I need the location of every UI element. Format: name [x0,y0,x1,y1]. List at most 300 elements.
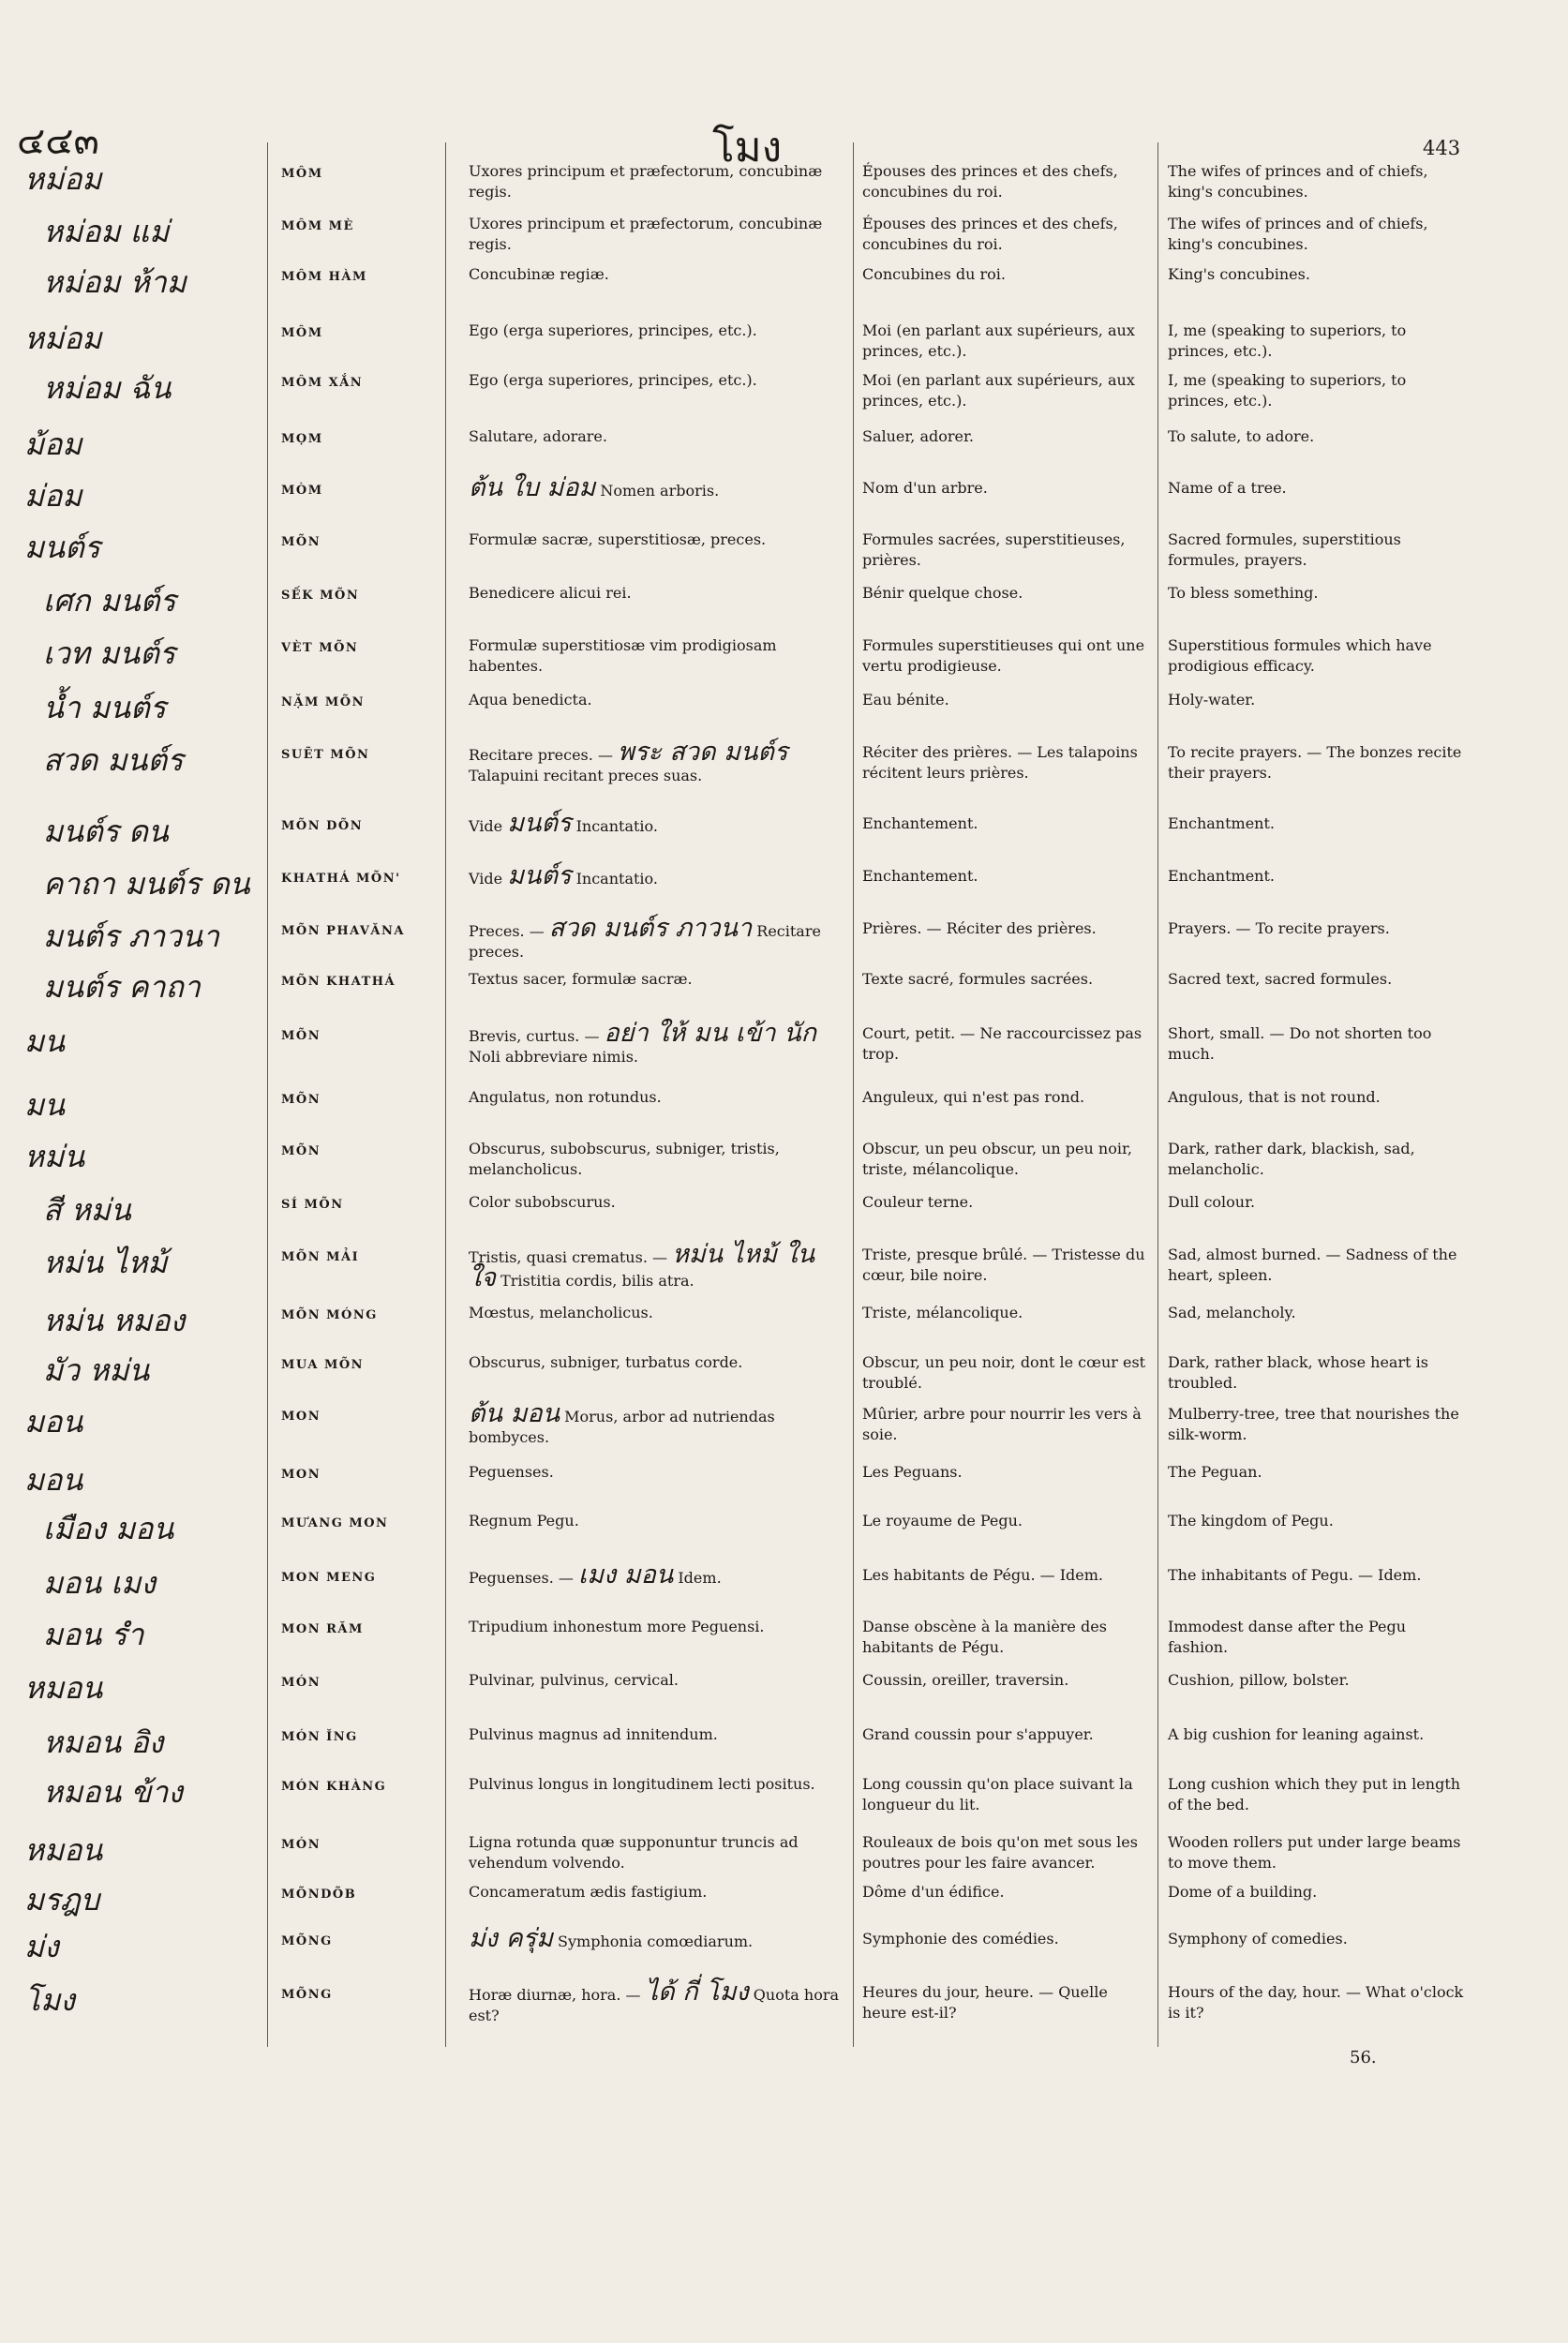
french-definition [862,1670,1151,1691]
thai-headword: เวท มนต์ร [43,635,176,671]
english-text: The Peguan. [1168,1463,1262,1481]
dictionary-entry [0,861,1568,922]
french-definition [862,918,1151,939]
latin-text: Preces. — [469,922,545,940]
english-text: Dull colour. [1168,1193,1256,1211]
french-text: Anguleux, qui n'est pas rond. [862,1088,1085,1106]
french-definition [862,583,1151,604]
romanization: MÕNG [281,1988,333,2002]
latin-text-after: Tristitia cordis, bilis atra. [500,1272,694,1290]
dictionary-entry [0,530,1568,586]
french-text: Long coussin qu'on place suivant la longueur du lit. [862,1775,1133,1813]
page-number: 443 [1423,137,1461,159]
french-definition [862,1139,1151,1180]
english-text: Hours of the day, hour. — What o'clock is it? [1168,1983,1464,2022]
latin-text: Angulatus, non rotundus. [469,1088,662,1106]
thai-headword: สวด มนต์ร [43,742,184,778]
dictionary-entry [0,914,1568,975]
latin-text-after: Recitare preces. [469,922,821,961]
romanization: MÕN PHAVĂNA [281,924,405,938]
thai-headword: หม่อม ฉัน [43,370,172,406]
latin-text: Regnum Pegu. [469,1512,579,1530]
romanization: MÓN ĬNG [281,1730,358,1744]
romanization: SẾK MÕN [281,589,360,603]
dictionary-entry [0,321,1568,377]
thai-headword: หม่อม ห้าม [43,264,187,300]
thai-headword: ม่ง [24,1929,59,1964]
romanization: MÕN DÕN [281,819,364,833]
english-definition [1168,1774,1468,1815]
romanization: NẶM MÕN [281,695,365,709]
french-text: Les Peguans. [862,1463,963,1481]
thai-example: มนต์ร [507,809,572,838]
french-definition [862,866,1151,887]
english-text: To bless something. [1168,584,1319,602]
latin-text: Pulvinar, pulvinus, cervical. [469,1671,679,1689]
english-definition [1168,1192,1468,1213]
english-definition [1168,1404,1468,1445]
dictionary-entry [0,264,1568,321]
french-definition [862,370,1151,411]
french-definition [862,635,1151,677]
english-definition [1168,1352,1468,1394]
french-text: Obscur, un peu noir, dont le cœur est troublé. [862,1353,1146,1392]
thai-headword: หม่น [24,1139,85,1174]
latin-definition [469,1924,844,1953]
thai-example: หม่น ไหม้ ใน ใจ [469,1240,815,1292]
thai-headword: น้ำ มนต์ร [43,690,166,725]
french-text: Les habitants de Pégu. — Idem. [862,1566,1103,1584]
romanization: MÕN [281,535,321,549]
french-definition [862,264,1151,285]
latin-text: Vide [469,817,503,835]
latin-definition [469,1303,844,1323]
latin-text: Formulæ sacræ, superstitiosæ, preces. [469,530,767,548]
french-text: Épouses des princes et des chefs, concubines du roi. [862,215,1118,253]
english-text: Sacred text, sacred formules. [1168,970,1393,988]
thai-headword: มอน เมง [43,1565,157,1601]
english-definition [1168,321,1468,362]
dictionary-entry [0,214,1568,270]
latin-text-after: Noli abbreviare nimis. [469,1048,638,1066]
latin-text: Mœstus, melancholicus. [469,1304,653,1321]
english-text: Enchantment. [1168,814,1275,832]
latin-text: Peguenses. [469,1463,554,1481]
french-definition [862,478,1151,499]
thai-headword: มอน [24,1462,83,1498]
french-text: Réciter des prières. — Les talapoins récitent leurs prières. [862,743,1138,782]
romanization: MÕN MẢI [281,1250,360,1264]
latin-definition [469,809,844,838]
romanization: MÕN MÓNG [281,1308,378,1322]
latin-definition [469,161,844,202]
thai-page-number: ๔๔๓ [17,120,99,163]
english-text: Symphony of comedies. [1168,1930,1348,1948]
running-headword: โมง [712,124,783,172]
french-definition [862,1352,1151,1394]
english-definition [1168,1462,1468,1483]
latin-text: Obscurus, subobscurus, subniger, tristis, melancholicus. [469,1140,780,1178]
latin-definition [469,1774,844,1795]
latin-text: Pulvinus longus in longitudinem lecti positus. [469,1775,815,1793]
french-text: Enchantement. [862,867,978,885]
thai-headword: เศก มนต์ร [43,583,176,619]
dictionary-entry [0,473,1568,534]
latin-definition [469,1511,844,1531]
french-definition [862,1245,1151,1286]
romanization: MÒM [281,484,323,498]
english-definition [1168,866,1468,887]
latin-text: Pulvinus magnus ad innitendum. [469,1725,718,1743]
latin-text: Tristis, quasi crematus. — [469,1248,667,1266]
french-text: Eau bénite. [862,691,949,709]
english-definition [1168,690,1468,710]
latin-definition [469,264,844,285]
thai-headword: ม้อม [24,426,82,462]
latin-text: Ego (erga superiores, principes, etc.). [469,321,757,339]
latin-text: Tripudium inhonestum more Peguensi. [469,1618,765,1635]
latin-text: Salutare, adorare. [469,427,607,445]
dictionary-entry [0,1087,1568,1143]
french-text: Triste, mélancolique. [862,1304,1023,1321]
french-text: Formules sacrées, superstitieuses, prières. [862,530,1126,569]
english-definition [1168,1832,1468,1873]
french-text: Heures du jour, heure. — Quelle heure est-il? [862,1983,1108,2022]
romanization: VÈT MÕN [281,641,359,655]
english-text: A big cushion for leaning against. [1168,1725,1425,1743]
french-definition [862,1023,1151,1065]
french-text: Symphonie des comédies. [862,1930,1059,1948]
english-definition [1168,1139,1468,1180]
latin-definition [469,1832,844,1873]
romanization: MÕN [281,1093,321,1107]
french-definition [862,1303,1151,1323]
latin-text-after: Incantatio. [575,817,658,835]
french-text: Mûrier, arbre pour nourrir les vers à soie. [862,1405,1142,1443]
thai-example: ม่ง ครุ่ม [469,1924,553,1953]
latin-definition [469,370,844,391]
romanization: MÓN [281,1838,321,1852]
dictionary-entry [0,370,1568,426]
english-definition [1168,1724,1468,1745]
french-text: Grand coussin pour s'appuyer. [862,1725,1094,1743]
latin-text: Nomen arboris. [600,482,720,500]
latin-definition [469,1882,844,1903]
thai-headword: หมอน [24,1832,103,1868]
english-text: Sacred formules, superstitious formules, prayers. [1168,530,1401,569]
french-text: Triste, presque brûlé. — Tristesse du cœur, bile noire. [862,1246,1145,1284]
thai-headword: ม่อม [24,478,82,514]
latin-definition [469,426,844,447]
latin-text: Symphonia comœdiarum. [558,1933,754,1950]
romanization: MON [281,1410,321,1424]
french-text: Moi (en parlant aux supérieurs, aux princes, etc.). [862,321,1135,360]
thai-example: สวด มนต์ร ภาวนา [548,914,753,943]
french-text: Coussin, oreiller, traversin. [862,1671,1069,1689]
romanization: SUẼT MÕN [281,748,370,762]
thai-headword: หมอน [24,1670,103,1706]
french-definition [862,969,1151,990]
french-text: Bénir quelque chose. [862,584,1023,602]
thai-headword: มนต์ร ภาวนา [43,918,219,954]
dictionary-entry [0,1462,1568,1518]
latin-text: Ligna rotunda quæ supponuntur truncis ad vehendum volvendo. [469,1833,799,1872]
english-text: Mulberry-tree, tree that nourishes the silk-worm. [1168,1405,1459,1443]
dictionary-entry [0,969,1568,1025]
french-definition [862,1087,1151,1108]
english-definition [1168,918,1468,939]
dictionary-entry [0,1832,1568,1888]
french-text: Enchantement. [862,814,978,832]
romanization: MON MENG [281,1571,377,1585]
latin-definition [469,1977,844,2026]
french-text: Saluer, adorer. [862,427,974,445]
french-text: Nom d'un arbre. [862,479,988,497]
dictionary-entry [0,1724,1568,1781]
english-text: Cushion, pillow, bolster. [1168,1671,1350,1689]
french-definition [862,426,1151,447]
latin-text: Morus, arbor ad nutriendas bombyces. [469,1408,775,1446]
romanization: KHATHÁ MÕN' [281,872,401,886]
thai-example: ต้น มอน [469,1399,560,1428]
english-text: Superstitious formules which have prodigious efficacy. [1168,636,1432,675]
romanization: MÓN [281,1676,321,1690]
romanization: MÕN [281,1029,321,1043]
french-definition [862,530,1151,571]
thai-headword: มอน [24,1404,83,1440]
english-definition [1168,1087,1468,1108]
latin-text: Ego (erga superiores, principes, etc.). [469,371,757,389]
english-definition [1168,583,1468,604]
dictionary-entry [0,1139,1568,1195]
thai-example: พระ สวด มนต์ร [618,738,788,767]
thai-headword: คาถา มนต์ร ดน [43,866,250,902]
english-definition [1168,1617,1468,1658]
latin-text: Color subobscurus. [469,1193,616,1211]
dictionary-entry [0,1617,1568,1673]
latin-definition [469,1670,844,1691]
thai-example: มนต์ร [507,861,572,890]
english-text: I, me (speaking to superiors, to princes, etc.). [1168,371,1407,410]
romanization: MÕNDÕB [281,1888,357,1902]
thai-headword: มนต์ร [24,530,100,565]
french-text: Le royaume de Pegu. [862,1512,1023,1530]
latin-text: Textus sacer, formulæ sacræ. [469,970,693,988]
french-text: Rouleaux de bois qu'on met sous les poutres pour les faire avancer. [862,1833,1138,1872]
french-definition [862,1462,1151,1483]
latin-definition [469,969,844,990]
romanization: MÔM XẮN [281,376,364,390]
thai-headword: หมอน ข้าง [43,1774,183,1810]
dictionary-entry [0,426,1568,483]
french-definition [862,1511,1151,1531]
latin-definition [469,690,844,710]
english-definition [1168,1303,1468,1323]
english-text: Enchantment. [1168,867,1275,885]
french-definition [862,1565,1151,1586]
dictionary-entry [0,1670,1568,1726]
latin-definition [469,1019,844,1067]
english-definition [1168,214,1468,255]
latin-text: Horæ diurnæ, hora. — [469,1986,641,2004]
english-definition [1168,1882,1468,1903]
latin-text: Recitare preces. — [469,746,613,764]
english-definition [1168,969,1468,990]
dictionary-entry [0,1560,1568,1621]
dictionary-entry [0,161,1568,217]
latin-text-after: Quota hora est? [469,1986,840,2024]
latin-definition [469,914,844,963]
thai-headword: มนต์ร ดน [43,813,169,849]
english-text: Prayers. — To recite prayers. [1168,919,1390,937]
thai-headword: หม่น ไหม้ [43,1245,168,1280]
romanization: MON [281,1468,321,1482]
thai-headword: หม่น หมอง [43,1303,186,1338]
latin-definition [469,1192,844,1213]
french-definition [862,813,1151,834]
english-text: The kingdom of Pegu. [1168,1512,1334,1530]
dictionary-entry [0,1924,1568,1985]
french-text: Danse obscène à la manière des habitants de Pégu. [862,1618,1107,1656]
english-text: Long cushion which they put in length of the bed. [1168,1775,1461,1813]
latin-text: Concameratum ædis fastigium. [469,1883,708,1901]
latin-definition [469,1087,844,1108]
latin-definition [469,1240,844,1292]
latin-definition [469,1560,844,1589]
romanization: MÔM [281,326,323,340]
french-definition [862,214,1151,255]
thai-example: ได้ กี่ โมง [645,1977,749,2007]
dictionary-entry [0,1240,1568,1301]
english-definition [1168,478,1468,499]
romanization: MÕN [281,1144,321,1158]
english-definition [1168,635,1468,677]
english-definition [1168,1245,1468,1286]
english-text: Holy-water. [1168,691,1256,709]
english-definition [1168,370,1468,411]
romanization: MÔM [281,167,323,181]
latin-text: Brevis, curtus. — [469,1027,600,1045]
english-text: Sad, melancholy. [1168,1304,1296,1321]
english-text: Angulous, that is not round. [1168,1088,1381,1106]
romanization: MUA MÕN [281,1358,365,1372]
english-text: Sad, almost burned. — Sadness of the heart, spleen. [1168,1246,1457,1284]
thai-headword: หมอน อิง [43,1724,164,1760]
english-text: The wifes of princes and of chiefs, king's concubines. [1168,215,1428,253]
thai-headword: หม่อม แม่ [43,214,170,249]
english-definition [1168,1670,1468,1691]
romanization: MÔM HÀM [281,270,367,284]
latin-definition [469,1617,844,1637]
french-definition [862,742,1151,783]
french-text: Couleur terne. [862,1193,974,1211]
french-text: Dôme d'un édifice. [862,1883,1005,1901]
english-definition [1168,530,1468,571]
french-definition [862,321,1151,362]
thai-headword: เมือง มอน [43,1511,174,1546]
french-text: Épouses des princes et des chefs, concubines du roi. [862,162,1118,201]
french-definition [862,1617,1151,1658]
french-definition [862,1882,1151,1903]
latin-text: Uxores principum et præfectorum, concubinæ regis. [469,215,823,253]
english-definition [1168,813,1468,834]
latin-definition [469,1139,844,1180]
french-text: Texte sacré, formules sacrées. [862,970,1094,988]
english-definition [1168,1511,1468,1531]
latin-definition [469,473,844,502]
english-text: The inhabitants of Pegu. — Idem. [1168,1566,1422,1584]
latin-text: Vide [469,870,503,888]
english-text: Wooden rollers put under large beams to move them. [1168,1833,1461,1872]
french-text: Moi (en parlant aux supérieurs, aux princes, etc.). [862,371,1135,410]
dictionary-entry [0,1303,1568,1359]
english-definition [1168,1023,1468,1065]
latin-definition [469,530,844,550]
latin-definition [469,861,844,890]
english-definition [1168,1929,1468,1949]
latin-definition [469,738,844,786]
latin-definition [469,1462,844,1483]
latin-text-after: Incantatio. [575,870,658,888]
french-text: Prières. — Réciter des prières. [862,919,1097,937]
english-text: I, me (speaking to superiors, to princes, etc.). [1168,321,1407,360]
latin-text: Concubinæ regiæ. [469,265,609,283]
french-text: Obscur, un peu obscur, un peu noir, triste, mélancolique. [862,1140,1132,1178]
dictionary-entry [0,635,1568,692]
latin-text: Obscurus, subniger, turbatus corde. [469,1353,743,1371]
romanization: MÕN KHATHÁ [281,975,396,989]
french-text: Court, petit. — Ne raccourcissez pas trop. [862,1024,1142,1063]
thai-headword: มอน รำ [43,1617,144,1652]
french-definition [862,161,1151,202]
latin-definition [469,1399,844,1448]
french-text: Formules superstitieuses qui ont une vertu prodigieuse. [862,636,1145,675]
english-definition [1168,742,1468,783]
english-text: The wifes of princes and of chiefs, king's concubines. [1168,162,1428,201]
latin-text: Formulæ superstitiosæ vim prodigiosam habentes. [469,636,777,675]
english-text: Immodest danse after the Pegu fashion. [1168,1618,1407,1656]
latin-text: Peguenses. — [469,1569,574,1587]
romanization: MON RĂM [281,1622,364,1636]
thai-headword: มน [24,1087,65,1123]
romanization: MÔM MÈ [281,219,354,233]
english-definition [1168,1565,1468,1586]
french-text: Concubines du roi. [862,265,1006,283]
french-definition [862,1404,1151,1445]
english-definition [1168,426,1468,447]
dictionary-entry [0,1774,1568,1830]
thai-headword: มรฎบ [24,1882,100,1918]
latin-definition [469,214,844,255]
thai-headword: หม่อม [24,321,102,356]
french-definition [862,1929,1151,1949]
french-definition [862,1832,1151,1873]
english-text: Name of a tree. [1168,479,1287,497]
thai-example: อย่า ให้ มน เข้า นัก [604,1019,816,1048]
english-text: Short, small. — Do not shorten too much. [1168,1024,1432,1063]
english-definition [1168,264,1468,285]
dictionary-entry [0,1977,1568,2038]
latin-text-after: Idem. [678,1569,722,1587]
romanization: MÓN KHÀNG [281,1780,387,1794]
romanization: MƯANG MON [281,1516,389,1530]
english-text: To recite prayers. — The bonzes recite their prayers. [1168,743,1462,782]
french-definition [862,690,1151,710]
english-text: Dome of a building. [1168,1883,1318,1901]
english-definition [1168,161,1468,202]
latin-definition [469,635,844,677]
romanization: MÕNG [281,1934,333,1948]
